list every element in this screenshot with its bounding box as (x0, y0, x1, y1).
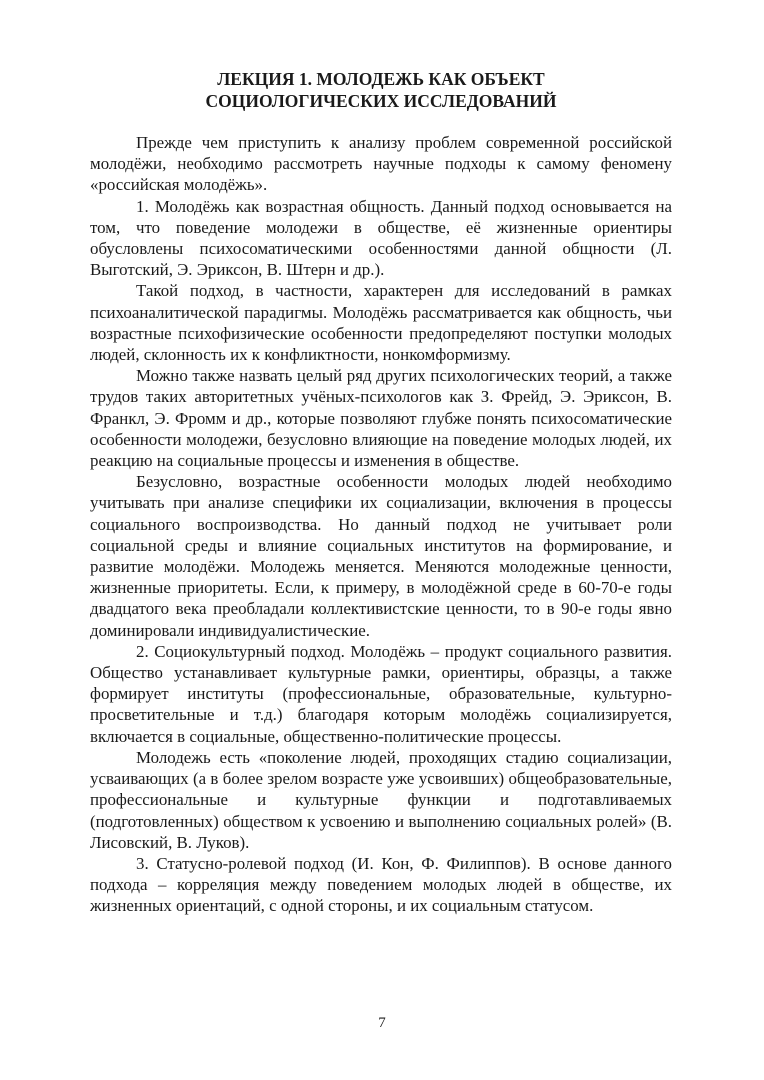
lecture-title (90, 68, 672, 112)
lecture-title-line-2: СОЦИОЛОГИЧЕСКИХ ИССЛЕДОВАНИЙ (205, 91, 557, 111)
page-body (90, 68, 672, 917)
paragraph-psychoanalytic: Такой подход, в частности, характерен для исследований в рамках психоаналитической парадигмы. Молодёжь рассматривается как общность, чьи возрастные психофизические особенности предопределяют поступки молодых людей, склонность их к конфликтности, нонкомформизму. (90, 281, 672, 365)
paragraph-psychological-theories: Можно также назвать целый ряд других психологических теорий, а также трудов таких авторитетных учёных-психологов как З. Фрейд, Э. Эриксон, В. Франкл, Э. Фромм и др., которые позволяют глубже понять психосоматические особенности молодежи, безусловно влияющие на поведение молодых людей, их реакцию на социальные процессы и изменения в обществе. (90, 366, 672, 471)
paragraph-status-role-approach: 3. Статусно-ролевой подход (И. Кон, Ф. Филиппов). В основе данного подхода – корреляция между поведением молодых людей в обществе, их жизненных ориентаций, с одной стороны, и их социальным статусом. (90, 853, 672, 916)
paragraph-age-approach: 1. Молодёжь как возрастная общность. Данный подход основывается на том, что поведение молодежи в обществе, её жизненные ориентиры обусловлены психосоматическими особенностями данной общности (Л. Выготский, Э. Эриксон, В. Штерн и др.). (90, 196, 672, 280)
paragraph-youth-definition: Молодежь есть «поколение людей, проходящих стадию социализации, усваивающих (а в более зрелом возрасте уже усвоивших) общеобразовательные, профессиональные и культурные функции и подготавливаемых (подготовленных) обществом к усвоению и выполнению социальных ролей» (В. Лисовский, В. Луков). (90, 747, 672, 852)
page-number: 7 (378, 1015, 386, 1031)
paragraph-age-limitations: Безусловно, возрастные особенности молодых людей необходимо учитывать при анализе специфики их социализации, включения в процессы социального воспроизводства. Но данный подход не учитывает роли социальной среды и влияние социальных институтов на формирование, и развитие молодёжи. Молодежь меняется. Меняются молодежные ценности, жизненные приоритеты. Если, к примеру, в молодёжной среде в 60-70-е годы двадцатого века преобладали коллективистские ценности, то в 90-е годы явно доминировали индивидуалистические. (90, 472, 672, 640)
lecture-title-line-1: ЛЕКЦИЯ 1. МОЛОДЕЖЬ КАК ОБЪЕКТ (217, 69, 545, 89)
paragraph-sociocultural-approach: 2. Социокультурный подход. Молодёжь – продукт социального развития. Общество устанавливает культурные рамки, ориентиры, образцы, а также формирует институты (профессиональные, образовательные, культурно-просветительные и т.д.) благодаря которым молодёжь социализируется, включается в социальные, общественно-политические процессы. (90, 641, 672, 746)
paragraph-intro: Прежде чем приступить к анализу проблем современной российской молодёжи, необходимо рассмотреть научные подходы к самому феномену «российская молодёжь». (90, 133, 672, 195)
